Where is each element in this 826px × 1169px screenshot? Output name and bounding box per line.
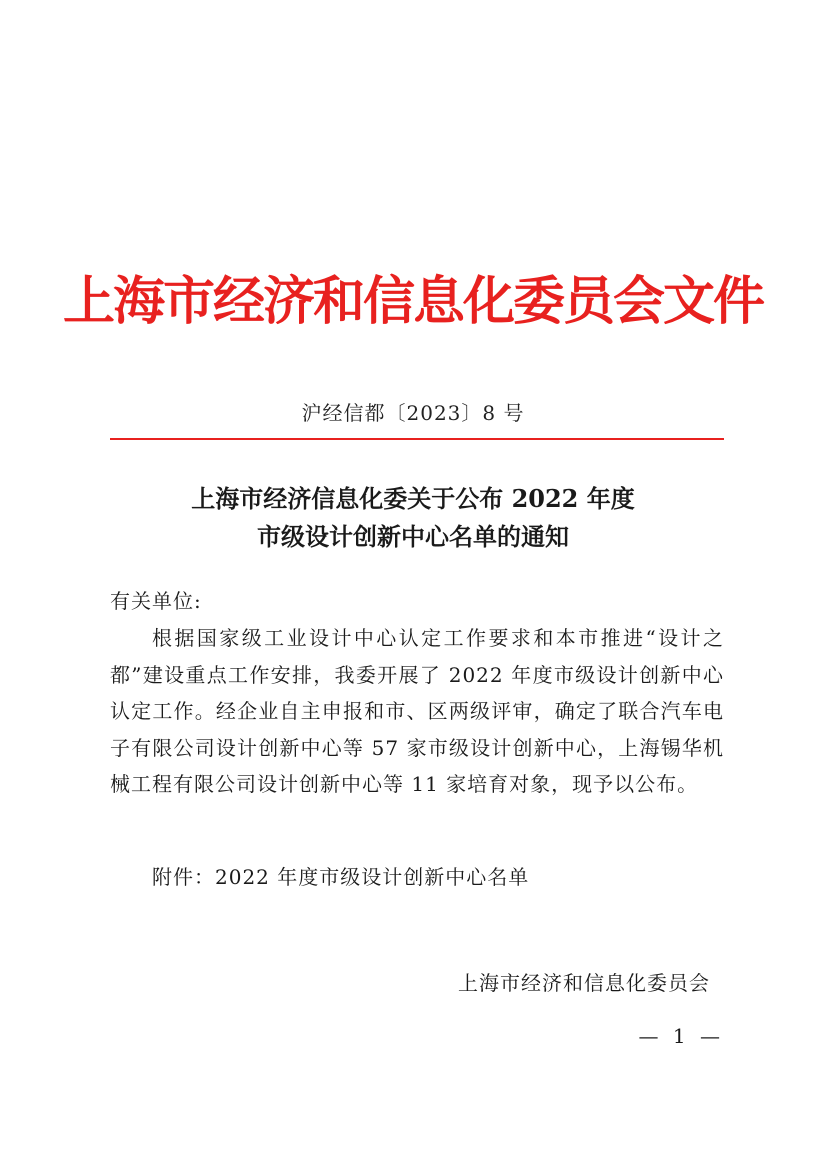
attachment-line: 附件：2022 年度市级设计创新中心名单 xyxy=(152,865,530,889)
document-number: 沪经信都〔2023〕8 号 xyxy=(301,401,525,425)
notice-body-paragraph: 根据国家级工业设计中心认定工作要求和本市推进“设计之都”建设重点工作安排，我委开展了 2022 年度市级设计创新中心认定工作。经企业自主申报和市、区两级评审，确定了联合汽车电子有限公司设计创新中心等 57 家市级设计创新中心，上海锡华机械工程有限公司设计创新中心等 11 家培育对象，现予以公布。 xyxy=(110,626,724,796)
notice-title xyxy=(0,480,826,556)
document-masthead: 上海市经济和信息化委员会文件 xyxy=(62,271,763,332)
red-divider-line xyxy=(110,438,724,440)
notice-title-line-1: 上海市经济信息化委关于公布 2022 年度 xyxy=(191,484,635,513)
salutation: 有关单位: xyxy=(110,589,202,613)
issuer-signature: 上海市经济和信息化委员会 xyxy=(458,971,710,995)
page-number: — 1 — xyxy=(638,1024,724,1048)
notice-title-line-2: 市级设计创新中心名单的通知 xyxy=(257,522,569,551)
